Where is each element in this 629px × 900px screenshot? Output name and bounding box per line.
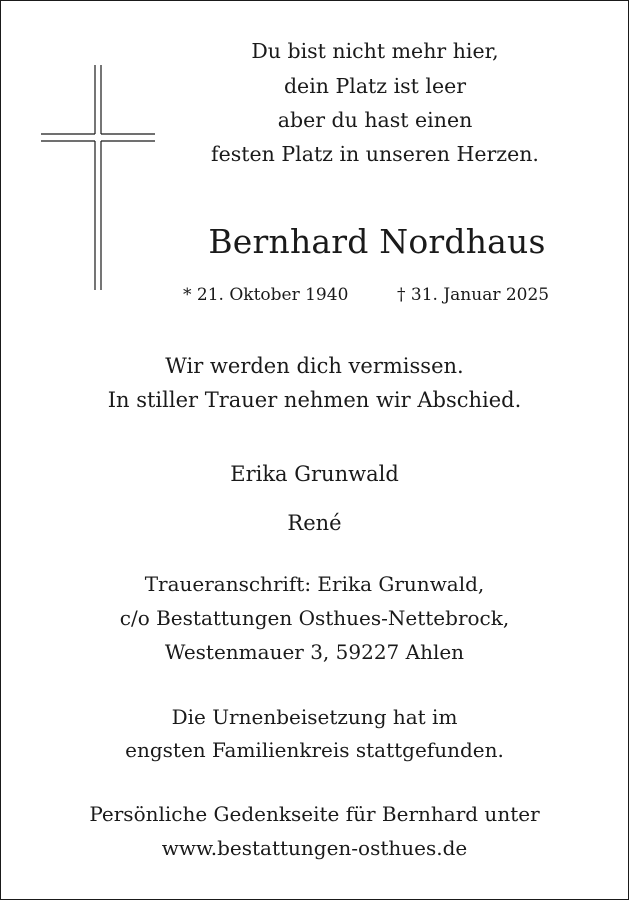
mourner-name: Erika Grunwald	[230, 462, 399, 486]
address-line: c/o Bestattungen Osthues-Nettebrock,	[119, 606, 510, 630]
verse-line: aber du hast einen	[277, 108, 473, 132]
birth-date: * 21. Oktober 1940	[183, 285, 349, 305]
farewell-line: Wir werden dich vermissen.	[165, 354, 464, 378]
cross-icon	[41, 65, 155, 290]
mourner-name: René	[287, 511, 342, 535]
deceased-name: Bernhard Nordhaus	[208, 222, 546, 261]
memorial-url[interactable]: www.bestattungen-osthues.de	[161, 836, 468, 860]
memorial-text: Persönliche Gedenkseite für Bernhard unter	[89, 802, 540, 826]
verse-line: festen Platz in unseren Herzen.	[211, 142, 539, 166]
verse-line: Du bist nicht mehr hier,	[251, 39, 499, 63]
death-date: † 31. Januar 2025	[397, 285, 550, 305]
farewell-line: In stiller Trauer nehmen wir Abschied.	[107, 388, 522, 412]
verse-line: dein Platz ist leer	[283, 74, 467, 98]
address-line: Traueranschrift: Erika Grunwald,	[144, 572, 485, 596]
address-line: Westenmauer 3, 59227 Ahlen	[164, 640, 465, 664]
ceremony-line: Die Urnenbeisetzung hat im	[171, 705, 458, 729]
ceremony-line: engsten Familienkreis stattgefunden.	[125, 738, 504, 762]
